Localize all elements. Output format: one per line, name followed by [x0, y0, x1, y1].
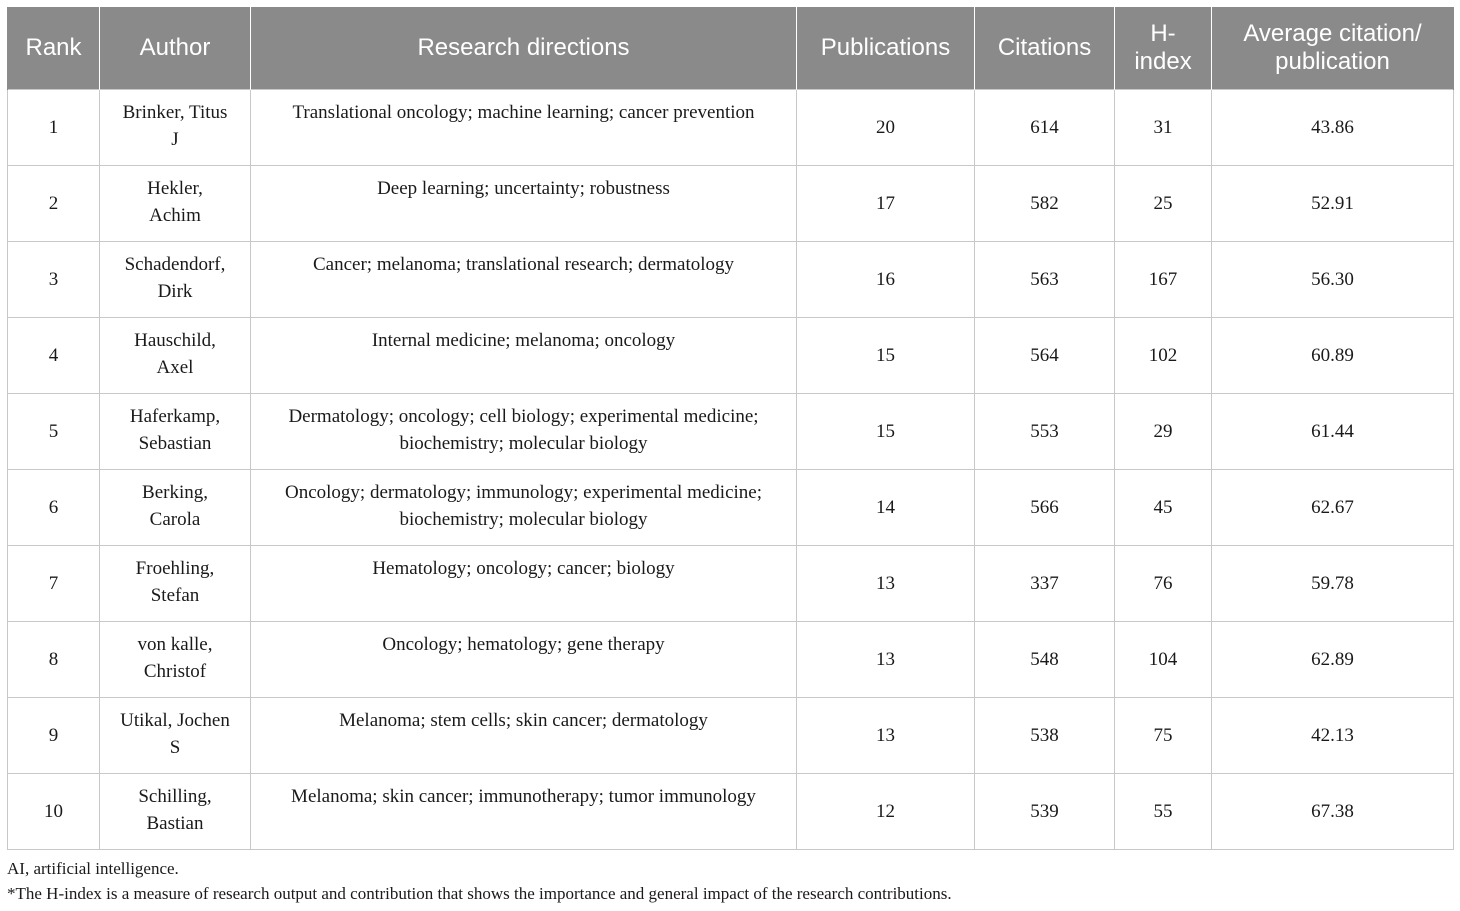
cell-citations	[975, 621, 1115, 697]
cell-author-line1: Utikal, Jochen	[120, 709, 230, 731]
cell-rank-line1: 7	[48, 572, 59, 594]
cell-author-line1: Froehling,	[135, 557, 215, 579]
cell-rank	[8, 773, 100, 849]
cell-rank	[8, 241, 100, 317]
cell-author-line1: Berking,	[142, 481, 208, 503]
cell-h-index	[1115, 241, 1212, 317]
cell-author	[100, 89, 251, 165]
cell-h-index-line1: 25	[1153, 192, 1173, 214]
cell-citations-line1: 566	[1030, 496, 1059, 518]
cell-publications	[797, 697, 975, 773]
cell-publications-line1: 20	[876, 116, 895, 138]
cell-citations-line1: 582	[1030, 192, 1059, 214]
cell-h-index-line1: 76	[1153, 572, 1173, 594]
cell-author-line2: Bastian	[146, 812, 204, 834]
cell-rank	[8, 89, 100, 165]
cell-h-index	[1115, 773, 1212, 849]
table-row	[8, 317, 1454, 393]
cell-author-line1: von kalle,	[137, 633, 213, 655]
cell-author	[100, 393, 251, 469]
cell-average-citation	[1212, 621, 1454, 697]
cell-average-citation	[1212, 89, 1454, 165]
cell-research-directions-line1: Cancer; melanoma; translational research; dermatology	[313, 253, 734, 275]
table-row	[8, 241, 1454, 317]
cell-research-directions	[251, 545, 797, 621]
cell-h-index-line1: 167	[1148, 268, 1178, 290]
cell-rank	[8, 317, 100, 393]
cell-h-index-line1: 31	[1153, 116, 1173, 138]
cell-citations	[975, 317, 1115, 393]
cell-average-citation	[1212, 165, 1454, 241]
cell-research-directions	[251, 621, 797, 697]
table-row	[8, 697, 1454, 773]
cell-research-directions-line1: Melanoma; stem cells; skin cancer; dermatology	[339, 709, 708, 731]
cell-average-citation-line1: 56.30	[1311, 268, 1354, 290]
cell-citations	[975, 469, 1115, 545]
cell-research-directions-line2: biochemistry; molecular biology	[399, 508, 648, 530]
cell-h-index-line1: 104	[1148, 648, 1178, 670]
cell-average-citation	[1212, 241, 1454, 317]
cell-research-directions	[251, 393, 797, 469]
cell-research-directions	[251, 469, 797, 545]
cell-publications-line1: 14	[876, 496, 895, 518]
cell-citations	[975, 89, 1115, 165]
cell-citations	[975, 697, 1115, 773]
cell-citations	[975, 545, 1115, 621]
header-average-line1: Average citation/	[1243, 19, 1422, 47]
cell-author-line1: Brinker, Titus	[122, 101, 228, 123]
table-row	[8, 773, 1454, 849]
cell-research-directions	[251, 317, 797, 393]
cell-research-directions-line2: biochemistry; molecular biology	[399, 432, 648, 454]
cell-publications-line1: 15	[876, 344, 895, 366]
cell-research-directions-line1: Internal medicine; melanoma; oncology	[371, 329, 676, 351]
cell-publications	[797, 317, 975, 393]
cell-h-index-line1: 102	[1148, 344, 1178, 366]
header-author: Author	[100, 7, 251, 89]
cell-author-line2: Sebastian	[138, 432, 212, 454]
cell-rank-line1: 8	[48, 648, 59, 670]
cell-publications-line1: 13	[876, 572, 895, 594]
cell-research-directions	[251, 241, 797, 317]
cell-citations-line1: 538	[1030, 724, 1059, 746]
cell-author	[100, 773, 251, 849]
cell-citations-line1: 563	[1030, 268, 1059, 290]
cell-author-line1: Schilling,	[138, 785, 212, 807]
cell-h-index	[1115, 317, 1212, 393]
cell-h-index	[1115, 697, 1212, 773]
cell-author-line2: J	[171, 128, 179, 150]
cell-publications	[797, 393, 975, 469]
cell-rank	[8, 165, 100, 241]
cell-citations	[975, 393, 1115, 469]
cell-average-citation	[1212, 545, 1454, 621]
cell-author-line2: Axel	[156, 356, 194, 378]
cell-research-directions-line1: Dermatology; oncology; cell biology; experimental medicine;	[288, 405, 759, 427]
cell-author	[100, 697, 251, 773]
cell-author-line2: Dirk	[157, 280, 193, 302]
cell-h-index	[1115, 621, 1212, 697]
header-h-index-line2: index	[1134, 47, 1192, 75]
table-row	[8, 469, 1454, 545]
footnotes	[7, 856, 952, 906]
cell-research-directions-line1: Oncology; dermatology; immunology; experimental medicine;	[284, 481, 762, 503]
cell-citations-line1: 337	[1030, 572, 1059, 594]
cell-citations-line1: 564	[1030, 344, 1059, 366]
cell-h-index	[1115, 89, 1212, 165]
cell-publications-line1: 17	[876, 192, 895, 214]
cell-publications-line1: 16	[876, 268, 895, 290]
cell-rank-line1: 3	[48, 268, 59, 290]
cell-average-citation	[1212, 697, 1454, 773]
cell-author	[100, 165, 251, 241]
cell-average-citation-line1: 61.44	[1311, 420, 1354, 442]
cell-author-line1: Hauschild,	[134, 329, 216, 351]
cell-rank	[8, 621, 100, 697]
cell-publications-line1: 13	[876, 648, 895, 670]
cell-average-citation-line1: 67.38	[1311, 800, 1354, 822]
cell-rank-line1: 2	[48, 192, 59, 214]
cell-author	[100, 469, 251, 545]
cell-citations	[975, 773, 1115, 849]
header-average-citation	[1212, 7, 1454, 89]
cell-publications-line1: 12	[876, 800, 895, 822]
cell-publications-line1: 15	[876, 420, 895, 442]
cell-rank	[8, 545, 100, 621]
cell-rank-line1: 6	[48, 496, 59, 518]
cell-research-directions	[251, 773, 797, 849]
cell-average-citation-line1: 62.89	[1311, 648, 1354, 670]
table-row	[8, 89, 1454, 165]
cell-citations	[975, 241, 1115, 317]
cell-h-index	[1115, 469, 1212, 545]
cell-publications	[797, 773, 975, 849]
cell-rank-line1: 10	[44, 800, 63, 822]
cell-research-directions-line1: Oncology; hematology; gene therapy	[382, 633, 665, 655]
table-row	[8, 621, 1454, 697]
cell-research-directions	[251, 165, 797, 241]
cell-author-line2: S	[169, 736, 181, 758]
cell-citations	[975, 165, 1115, 241]
table-body	[8, 89, 1454, 849]
cell-citations-line1: 539	[1030, 800, 1059, 822]
table-container	[7, 7, 1453, 850]
cell-average-citation-line1: 62.67	[1311, 496, 1354, 518]
cell-publications-line1: 13	[876, 724, 895, 746]
cell-h-index-line1: 29	[1153, 420, 1173, 442]
footnote-abbreviation: AI, artificial intelligence.	[7, 859, 179, 878]
cell-publications	[797, 89, 975, 165]
cell-research-directions-line1: Melanoma; skin cancer; immunotherapy; tumor immunology	[291, 785, 756, 807]
header-row	[8, 7, 1454, 89]
table-row	[8, 545, 1454, 621]
header-h-index	[1115, 7, 1212, 89]
cell-publications	[797, 545, 975, 621]
cell-rank	[8, 469, 100, 545]
table-row	[8, 165, 1454, 241]
header-average-line2: publication	[1275, 47, 1390, 75]
cell-average-citation	[1212, 773, 1454, 849]
header-publications: Publications	[797, 7, 975, 89]
cell-rank-line1: 9	[48, 724, 59, 746]
cell-author-line1: Hekler,	[147, 177, 203, 199]
cell-h-index	[1115, 165, 1212, 241]
cell-rank-line1: 4	[48, 344, 59, 366]
cell-author-line2: Carola	[149, 508, 201, 530]
table-row	[8, 393, 1454, 469]
cell-h-index	[1115, 545, 1212, 621]
cell-author	[100, 241, 251, 317]
authors-table	[7, 7, 1454, 850]
cell-research-directions	[251, 697, 797, 773]
cell-rank-line1: 5	[48, 420, 59, 442]
cell-citations-line1: 614	[1030, 116, 1059, 138]
cell-h-index-line1: 75	[1153, 724, 1173, 746]
cell-average-citation-line1: 42.13	[1311, 724, 1354, 746]
cell-author	[100, 621, 251, 697]
cell-publications	[797, 165, 975, 241]
cell-average-citation	[1212, 393, 1454, 469]
header-citations: Citations	[975, 7, 1115, 89]
cell-average-citation-line1: 60.89	[1311, 344, 1354, 366]
cell-research-directions-line1: Deep learning; uncertainty; robustness	[377, 177, 670, 199]
cell-author-line1: Haferkamp,	[129, 405, 221, 427]
cell-h-index-line1: 55	[1153, 800, 1173, 822]
cell-rank-line1: 1	[48, 116, 59, 138]
cell-author-line2: Achim	[149, 204, 201, 226]
header-rank: Rank	[8, 7, 100, 89]
cell-publications	[797, 241, 975, 317]
cell-author-line2: Christof	[143, 660, 207, 682]
cell-rank	[8, 393, 100, 469]
cell-author-line2: Stefan	[150, 584, 200, 606]
header-h-index-line1: H-	[1150, 19, 1176, 47]
cell-publications	[797, 469, 975, 545]
cell-average-citation-line1: 59.78	[1311, 572, 1354, 594]
cell-h-index	[1115, 393, 1212, 469]
cell-author	[100, 545, 251, 621]
cell-rank	[8, 697, 100, 773]
cell-average-citation	[1212, 317, 1454, 393]
cell-author	[100, 317, 251, 393]
cell-h-index-line1: 45	[1153, 496, 1173, 518]
cell-research-directions-line1: Hematology; oncology; cancer; biology	[372, 557, 675, 579]
header-research-directions: Research directions	[251, 7, 797, 89]
cell-author-line1: Schadendorf,	[124, 253, 226, 275]
cell-publications	[797, 621, 975, 697]
cell-research-directions	[251, 89, 797, 165]
cell-citations-line1: 553	[1030, 420, 1059, 442]
cell-average-citation-line1: 52.91	[1311, 192, 1354, 214]
cell-citations-line1: 548	[1030, 648, 1059, 670]
cell-average-citation	[1212, 469, 1454, 545]
cell-research-directions-line1: Translational oncology; machine learning; cancer prevention	[292, 101, 755, 123]
footnote-h-index: *The H-index is a measure of research output and contribution that shows the importance and general impact of the research contributions.	[7, 884, 952, 903]
cell-average-citation-line1: 43.86	[1311, 116, 1354, 138]
